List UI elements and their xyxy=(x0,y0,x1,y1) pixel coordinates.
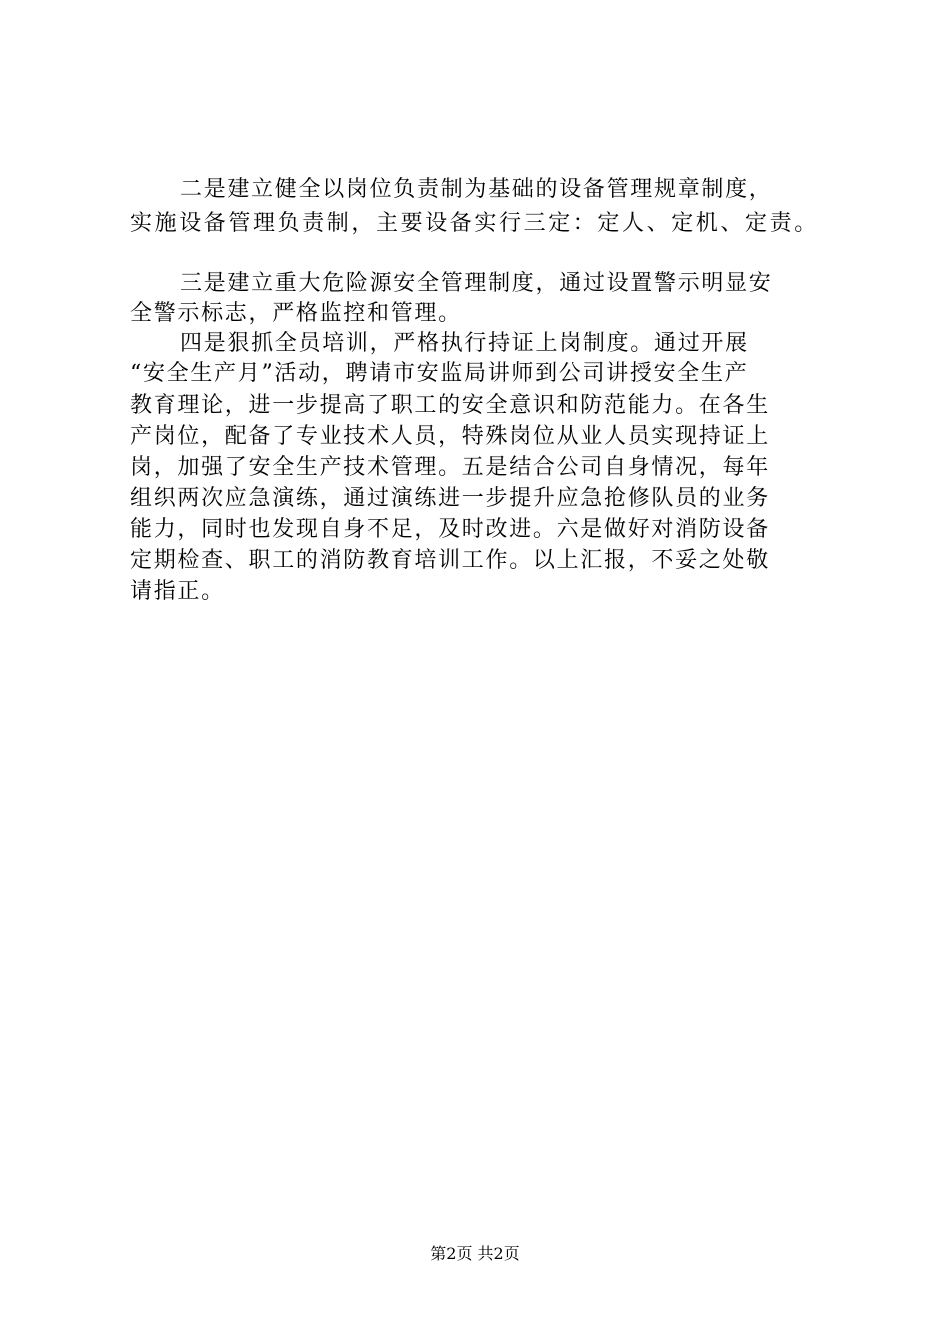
paragraph-1-line-2: 实施设备管理负责制，主要设备实行三定：定人、定机、定责。 xyxy=(130,211,819,236)
paragraph-2-line-2: 全警示标志，严格监控和管理。 xyxy=(130,301,462,326)
paragraph-2-line-1: 三是建立重大危险源安全管理制度，通过设置警示明显安 xyxy=(180,271,773,296)
paragraph-3-line-4: 产岗位，配备了专业技术人员，特殊岗位从业人员实现持证上 xyxy=(130,424,770,449)
paragraph-3-line-3: 教育理论，进一步提高了职工的安全意识和防范能力。在各生 xyxy=(130,393,770,418)
paragraph-1-line-1: 二是建立健全以岗位负责制为基础的设备管理规章制度， xyxy=(180,177,773,202)
paragraph-3-line-9: 请指正。 xyxy=(130,579,225,604)
paragraph-3-line-1: 四是狠抓全员培训，严格执行持证上岗制度。通过开展 xyxy=(180,331,749,356)
paragraph-3-line-5: 岗，加强了安全生产技术管理。五是结合公司自身情况，每年 xyxy=(130,455,770,480)
paragraph-3-line-6: 组织两次应急演练，通过演练进一步提升应急抢修队员的业务 xyxy=(130,486,770,511)
paragraph-3-line-7: 能力，同时也发现自身不足，及时改进。六是做好对消防设备 xyxy=(130,517,770,542)
paragraph-3-line-8: 定期检查、职工的消防教育培训工作。以上汇报，不妥之处敬 xyxy=(130,548,770,573)
paragraph-3-line-2: “安全生产月”活动，聘请市安监局讲师到公司讲授安全生产 xyxy=(130,361,749,386)
page-number-footer: 第2页 共2页 xyxy=(430,1244,520,1263)
